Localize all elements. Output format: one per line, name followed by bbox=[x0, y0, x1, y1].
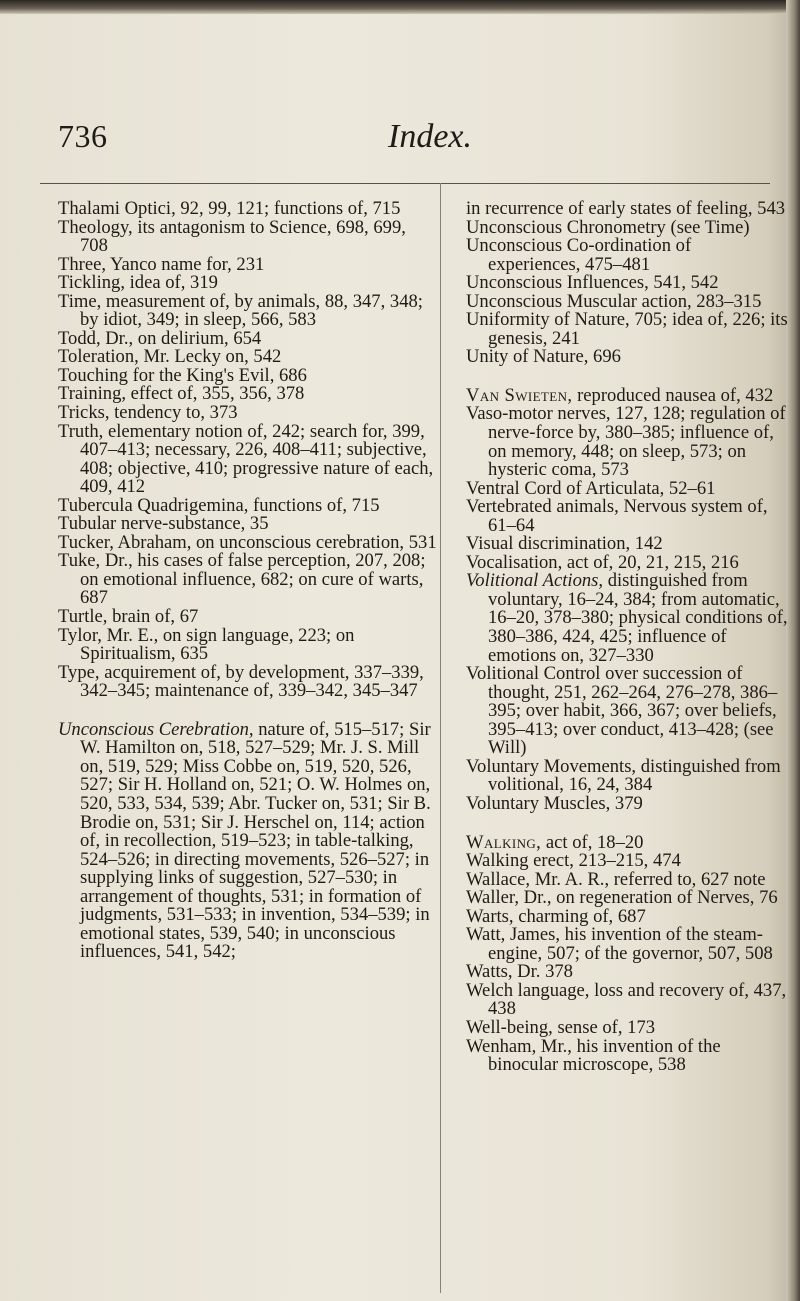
page-gutter-shadow bbox=[786, 0, 800, 1301]
index-entry bbox=[466, 1035, 788, 1076]
entry-text: Voluntary Muscles, 379 bbox=[466, 792, 643, 814]
entry-text: Unconscious Muscular action, 283–315 bbox=[466, 290, 762, 312]
entry-text: Theology, its antagonism to Science, 698, 699, 708 bbox=[58, 216, 406, 257]
entry-text: Vaso-motor nerves, 127, 128; regulation of nerve-force by, 380–385; influence of, on memory, 448; on sleep, 573; on hysteric coma, 573 bbox=[466, 403, 786, 481]
index-entry bbox=[466, 665, 788, 758]
entry-text: Unconscious Co-ordination of experiences, 475–481 bbox=[466, 235, 692, 275]
running-header bbox=[58, 118, 758, 162]
entry-heading: Unconscious Cerebration, bbox=[58, 718, 254, 740]
column-divider bbox=[440, 183, 441, 1293]
entry-text: Waller, Dr., on regeneration of Nerves, 76 bbox=[466, 887, 778, 909]
index-entry bbox=[58, 624, 438, 665]
entry-text: Type, acquirement of, by development, 337–339, 342–345; maintenance of, 339–342, 345–347 bbox=[58, 661, 424, 702]
entry-text: Three, Yanco name for, 231 bbox=[58, 253, 265, 275]
entry-text: act of, 18–20 bbox=[541, 831, 644, 853]
index-entry bbox=[466, 498, 788, 535]
index-entry bbox=[58, 290, 438, 331]
index-entry bbox=[466, 237, 788, 274]
entry-text: Well-being, sense of, 173 bbox=[466, 1016, 656, 1038]
section-gap bbox=[58, 701, 438, 721]
entry-text: in recurrence of early states of feeling, 543 bbox=[466, 198, 786, 219]
entry-text: Turtle, brain of, 67 bbox=[58, 606, 199, 628]
entry-text: Wallace, Mr. A. R., referred to, 627 note bbox=[466, 868, 766, 890]
index-entry bbox=[466, 979, 788, 1020]
entry-heading: Volitional Actions, bbox=[466, 570, 604, 592]
entry-text: Thalami Optici, 92, 99, 121; functions of, 715 bbox=[58, 198, 401, 219]
index-entry bbox=[466, 926, 788, 963]
entry-text: Tricks, tendency to, 373 bbox=[58, 402, 238, 424]
entry-text: Todd, Dr., on delirium, 654 bbox=[58, 327, 262, 349]
entry-text: Warts, charming of, 687 bbox=[466, 905, 646, 927]
entry-text: Truth, elementary notion of, 242; search for, 399, 407–413; necessary, 226, 408–411; subjective, 408; objective, 410; progressive nature of each, 409, 412 bbox=[58, 420, 434, 498]
entry-text: Unconscious Influences, 541, 542 bbox=[466, 272, 719, 294]
section-gap bbox=[466, 814, 788, 834]
entry-heading: Van Swieten, bbox=[466, 384, 573, 406]
entry-text: Watt, James, his invention of the steam-engine, 507; of the governor, 507, 508 bbox=[466, 924, 773, 964]
entry-text: Uniformity of Nature, 705; idea of, 226; its genesis, 241 bbox=[466, 309, 788, 349]
entry-text: Welch language, loss and recovery of, 437, 438 bbox=[466, 979, 787, 1020]
index-entry bbox=[58, 216, 438, 257]
entry-text: Ventral Cord of Articulata, 52–61 bbox=[466, 477, 716, 499]
entry-text: Tickling, idea of, 319 bbox=[58, 272, 218, 294]
entry-heading: Walking, bbox=[466, 831, 542, 853]
entry-text: distinguished from voluntary, 16–24, 384; from automatic, 16–20, 378–380; physical conditions of, 380–386, 424, 425; influence of emotions on, 327–330 bbox=[488, 570, 788, 666]
index-entry bbox=[466, 405, 788, 479]
index-entry bbox=[58, 420, 438, 498]
entry-text: Touching for the King's Evil, 686 bbox=[58, 364, 307, 386]
entry-text: Volitional Control over succession of thought, 251, 262–264, 276–278, 386–395; over habit, 366, 367; over beliefs, 395–413; over conduct, 413–428; (see Will) bbox=[466, 663, 778, 759]
entry-text: Vocalisation, act of, 20, 21, 215, 216 bbox=[466, 551, 739, 573]
entry-text: Tucker, Abraham, on unconscious cerebration, 531 bbox=[58, 531, 437, 553]
index-entry bbox=[58, 718, 438, 963]
entry-text: Toleration, Mr. Lecky on, 542 bbox=[58, 346, 282, 368]
entry-text: Tylor, Mr. E., on sign language, 223; on Spiritualism, 635 bbox=[58, 624, 355, 665]
index-entry bbox=[466, 792, 788, 814]
index-entry bbox=[58, 552, 438, 608]
entry-text: Tuke, Dr., his cases of false perception, 207, 208; on emotional influence, 682; on cure of warts, 687 bbox=[58, 550, 426, 609]
entry-text: Vertebrated animals, Nervous system of, 61–64 bbox=[466, 496, 768, 536]
running-title: Index. bbox=[388, 118, 473, 155]
index-entry bbox=[466, 572, 788, 665]
entry-text: Voluntary Movements, distinguished from volitional, 16, 24, 384 bbox=[466, 755, 781, 796]
entry-text: Wenham, Mr., his invention of the binocular microscope, 538 bbox=[466, 1035, 721, 1076]
entry-text: Unity of Nature, 696 bbox=[466, 346, 621, 368]
entry-text: Tubular nerve-substance, 35 bbox=[58, 513, 269, 535]
entry-text: Tubercula Quadrigemina, functions of, 715 bbox=[58, 494, 380, 516]
entry-text: Watts, Dr. 378 bbox=[466, 961, 573, 983]
index-column-right bbox=[466, 200, 788, 1075]
page-number: 736 bbox=[58, 118, 108, 154]
index-entry bbox=[58, 661, 438, 702]
entry-text: Time, measurement of, by animals, 88, 347, 348; by idiot, 349; in sleep, 566, 583 bbox=[58, 290, 423, 331]
section-gap bbox=[466, 367, 788, 387]
index-entry bbox=[466, 755, 788, 796]
entry-text: nature of, 515–517; Sir W. Hamilton on, 518, 527–529; Mr. J. S. Mill on, 519, 529; Miss Cobbe on, 519, 520, 526, 527; Sir H. Holland on, 521; O. W. Holmes on, 520, 533, 534, 539; Abr. Tucker on, 531; Sir B. Brodie on, 531; Sir J. Herschel on, 114; action of, in recollection, 519–523; in table-talking, 524–526; in directing movements, 526–527; in supplying links of suggestion, 527–530; in arrangement of thoughts, 531; in formation of judgments, 531–533; in invention, 534–539; in emotional states, 539, 540; in unconscious influences, 541, 542; bbox=[80, 718, 431, 963]
entry-text: Unconscious Chronometry (see Time) bbox=[466, 216, 750, 238]
index-entry bbox=[466, 311, 788, 348]
entry-text: Visual discrimination, 142 bbox=[466, 533, 663, 555]
header-rule bbox=[40, 183, 770, 184]
index-entry bbox=[466, 348, 788, 367]
entry-text: reproduced nausea of, 432 bbox=[572, 384, 774, 406]
index-column-left bbox=[58, 200, 438, 962]
page-top-shadow bbox=[0, 0, 800, 14]
entry-text: Walking erect, 213–215, 474 bbox=[466, 850, 681, 872]
entry-text: Training, effect of, 355, 356, 378 bbox=[58, 383, 305, 405]
